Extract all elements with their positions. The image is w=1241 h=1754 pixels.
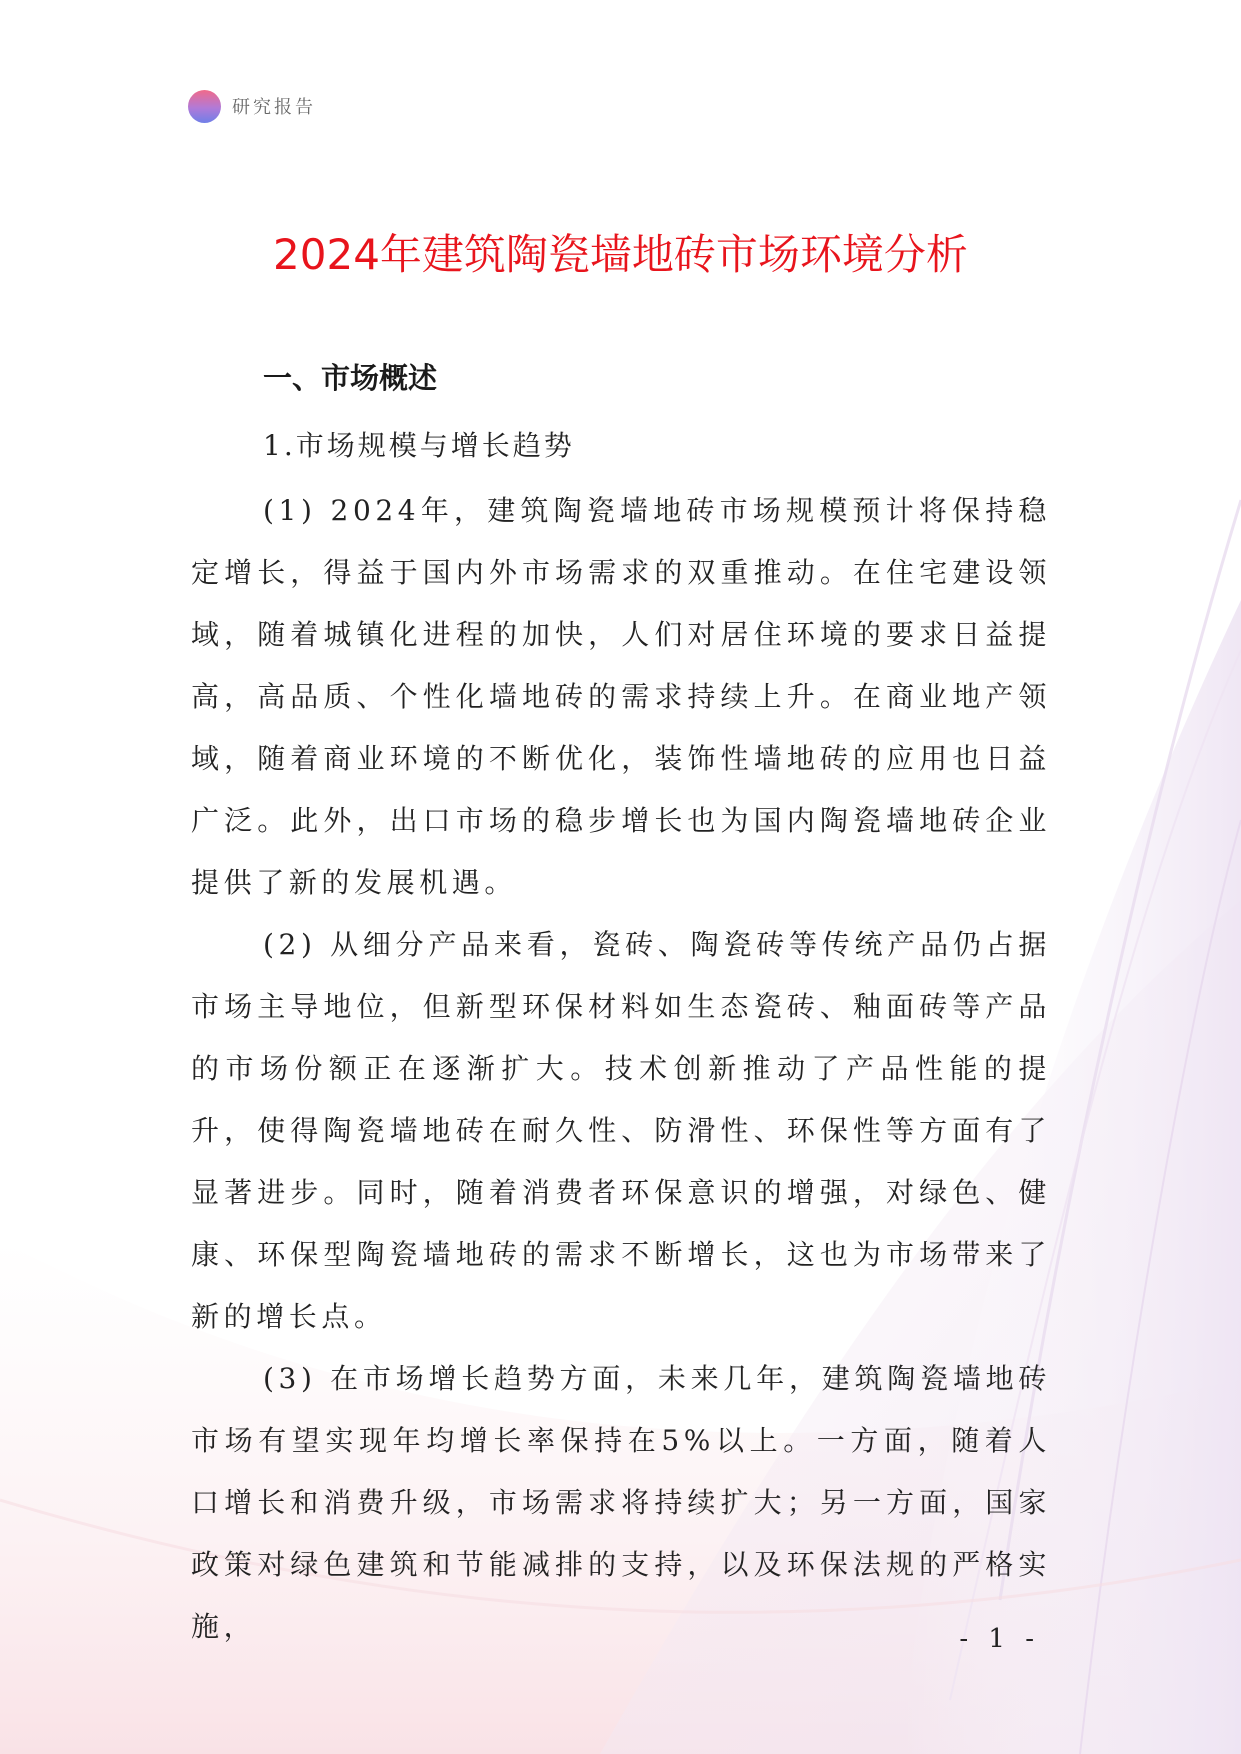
paragraph-3: (3) 在市场增长趋势方面，未来几年，建筑陶瓷墙地砖市场有望实现年均增长率保持在5%以上。一方面，随着人口增长和消费升级，市场需求将持续扩大；另一方面，国家政策对绿色建筑和节能减排的支持，以及环保法规的严格实施，: [191, 1362, 1051, 1643]
subsection-heading: 1.市场规模与增长趋势: [263, 429, 575, 462]
paragraph-1: (1) 2024年，建筑陶瓷墙地砖市场规模预计将保持稳定增长，得益于国内外市场需求的双重推动。在住宅建设领域，随着城镇化进程的加快，人们对居住环境的要求日益提高，高品质、个性化墙地砖的需求持续上升。在商业地产领域，随着商业环境的不断优化，装饰性墙地砖的应用也日益广泛。此外，出口市场的稳步增长也为国内陶瓷墙地砖企业提供了新的发展机遇。: [191, 494, 1051, 899]
paragraph-2: (2) 从细分产品来看，瓷砖、陶瓷砖等传统产品仍占据市场主导地位，但新型环保材料如生态瓷砖、釉面砖等产品的市场份额正在逐渐扩大。技术创新推动了产品性能的提升，使得陶瓷墙地砖在耐久性、防滑性、环保性等方面有了显著进步。同时，随着消费者环保意识的增强，对绿色、健康、环保型陶瓷墙地砖的需求不断增长，这也为市场带来了新的增长点。: [191, 928, 1051, 1333]
document-body: [191, 356, 1051, 1658]
document-title: 2024年建筑陶瓷墙地砖市场环境分析: [273, 230, 968, 279]
logo-icon: [188, 90, 221, 123]
section-heading: 一、市场概述: [263, 361, 438, 395]
page-number: - 1 -: [959, 1624, 1040, 1654]
header-label: 研究报告: [232, 97, 316, 118]
document-header: [188, 88, 316, 124]
